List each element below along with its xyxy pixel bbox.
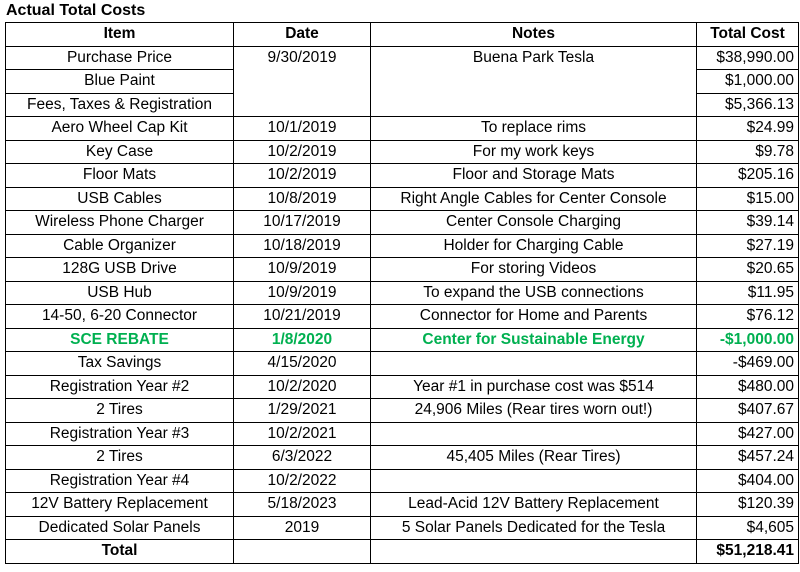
date-cell: 2019 xyxy=(234,516,371,540)
date-cell: 10/2/2019 xyxy=(234,164,371,188)
cost-cell: $38,990.00 xyxy=(697,46,799,70)
header-date: Date xyxy=(234,23,371,47)
table-row xyxy=(6,399,799,423)
cost-cell: $76.12 xyxy=(697,305,799,329)
date-cell: 10/2/2019 xyxy=(234,140,371,164)
date-cell: 10/21/2019 xyxy=(234,305,371,329)
item-cell: Blue Paint xyxy=(6,70,234,94)
notes-cell: Year #1 in purchase cost was $514 xyxy=(371,375,697,399)
cost-cell: $20.65 xyxy=(697,258,799,282)
table-row xyxy=(6,93,799,117)
notes-cell: Center Console Charging xyxy=(371,211,697,235)
date-cell: 1/8/2020 xyxy=(234,328,371,352)
item-cell: 2 Tires xyxy=(6,399,234,423)
rebate-row xyxy=(6,328,799,352)
table-row xyxy=(6,70,799,94)
table-row xyxy=(6,469,799,493)
table-row xyxy=(6,211,799,235)
table-row xyxy=(6,446,799,470)
notes-cell: For storing Videos xyxy=(371,258,697,282)
cost-cell: $27.19 xyxy=(697,234,799,258)
date-cell: 9/30/2019 xyxy=(234,46,371,70)
table-row xyxy=(6,281,799,305)
date-cell: 6/3/2022 xyxy=(234,446,371,470)
item-cell: 128G USB Drive xyxy=(6,258,234,282)
item-cell: Fees, Taxes & Registration xyxy=(6,93,234,117)
item-cell: Wireless Phone Charger xyxy=(6,211,234,235)
sheet-title: Actual Total Costs xyxy=(6,2,146,19)
date-cell: 10/8/2019 xyxy=(234,187,371,211)
date-cell: 10/2/2020 xyxy=(234,375,371,399)
notes-cell: Center for Sustainable Energy xyxy=(371,328,697,352)
item-cell: 12V Battery Replacement xyxy=(6,493,234,517)
table-row xyxy=(6,305,799,329)
table-row xyxy=(6,140,799,164)
table-row xyxy=(6,46,799,70)
cost-cell: -$469.00 xyxy=(697,352,799,376)
notes-cell: To replace rims xyxy=(371,117,697,141)
item-cell: Registration Year #3 xyxy=(6,422,234,446)
cost-cell: -$1,000.00 xyxy=(697,328,799,352)
cost-cell: $5,366.13 xyxy=(697,93,799,117)
costs-table xyxy=(5,22,799,564)
date-cell: 10/2/2022 xyxy=(234,469,371,493)
total-label: Total xyxy=(6,540,234,564)
table-row xyxy=(6,422,799,446)
item-cell: Cable Organizer xyxy=(6,234,234,258)
item-cell: 14-50, 6-20 Connector xyxy=(6,305,234,329)
notes-cell xyxy=(371,352,697,376)
date-cell xyxy=(234,70,371,94)
header-row xyxy=(6,23,799,47)
item-cell: Aero Wheel Cap Kit xyxy=(6,117,234,141)
header-item: Item xyxy=(6,23,234,47)
date-cell: 10/18/2019 xyxy=(234,234,371,258)
date-cell xyxy=(234,540,371,564)
notes-cell: 5 Solar Panels Dedicated for the Tesla xyxy=(371,516,697,540)
notes-cell: To expand the USB connections xyxy=(371,281,697,305)
table-row xyxy=(6,258,799,282)
cost-cell: $205.16 xyxy=(697,164,799,188)
cost-cell: $15.00 xyxy=(697,187,799,211)
notes-cell: Floor and Storage Mats xyxy=(371,164,697,188)
table-row xyxy=(6,493,799,517)
cost-cell: $24.99 xyxy=(697,117,799,141)
date-cell: 1/29/2021 xyxy=(234,399,371,423)
total-cost: $51,218.41 xyxy=(697,540,799,564)
table-row xyxy=(6,117,799,141)
item-cell: Purchase Price xyxy=(6,46,234,70)
item-cell: Floor Mats xyxy=(6,164,234,188)
date-cell: 5/18/2023 xyxy=(234,493,371,517)
cost-cell: $1,000.00 xyxy=(697,70,799,94)
table-row xyxy=(6,375,799,399)
notes-cell: Connector for Home and Parents xyxy=(371,305,697,329)
notes-cell: Buena Park Tesla xyxy=(371,46,697,70)
table-row xyxy=(6,234,799,258)
cost-cell: $404.00 xyxy=(697,469,799,493)
notes-cell: Holder for Charging Cable xyxy=(371,234,697,258)
cost-cell: $407.67 xyxy=(697,399,799,423)
item-cell: Key Case xyxy=(6,140,234,164)
item-cell: SCE REBATE xyxy=(6,328,234,352)
date-cell xyxy=(234,93,371,117)
item-cell: USB Cables xyxy=(6,187,234,211)
notes-cell: 45,405 Miles (Rear Tires) xyxy=(371,446,697,470)
table-row xyxy=(6,352,799,376)
date-cell: 10/9/2019 xyxy=(234,258,371,282)
cost-cell: $9.78 xyxy=(697,140,799,164)
cost-cell: $120.39 xyxy=(697,493,799,517)
date-cell: 10/2/2021 xyxy=(234,422,371,446)
cost-cell: $480.00 xyxy=(697,375,799,399)
notes-cell xyxy=(371,540,697,564)
table-row xyxy=(6,164,799,188)
item-cell: Tax Savings xyxy=(6,352,234,376)
date-cell: 10/9/2019 xyxy=(234,281,371,305)
item-cell: Dedicated Solar Panels xyxy=(6,516,234,540)
item-cell: 2 Tires xyxy=(6,446,234,470)
header-total-cost: Total Cost xyxy=(697,23,799,47)
item-cell: USB Hub xyxy=(6,281,234,305)
cost-cell: $427.00 xyxy=(697,422,799,446)
item-cell: Registration Year #2 xyxy=(6,375,234,399)
notes-cell xyxy=(371,422,697,446)
notes-cell xyxy=(371,469,697,493)
header-notes: Notes xyxy=(371,23,697,47)
table-row xyxy=(6,187,799,211)
notes-cell xyxy=(371,93,697,117)
notes-cell: Right Angle Cables for Center Console xyxy=(371,187,697,211)
notes-cell xyxy=(371,70,697,94)
notes-cell: 24,906 Miles (Rear tires worn out!) xyxy=(371,399,697,423)
total-row xyxy=(6,540,799,564)
cost-cell: $4,605 xyxy=(697,516,799,540)
date-cell: 10/17/2019 xyxy=(234,211,371,235)
notes-cell: For my work keys xyxy=(371,140,697,164)
date-cell: 4/15/2020 xyxy=(234,352,371,376)
table-row xyxy=(6,516,799,540)
notes-cell: Lead-Acid 12V Battery Replacement xyxy=(371,493,697,517)
cost-cell: $11.95 xyxy=(697,281,799,305)
date-cell: 10/1/2019 xyxy=(234,117,371,141)
cost-cell: $39.14 xyxy=(697,211,799,235)
cost-cell: $457.24 xyxy=(697,446,799,470)
item-cell: Registration Year #4 xyxy=(6,469,234,493)
